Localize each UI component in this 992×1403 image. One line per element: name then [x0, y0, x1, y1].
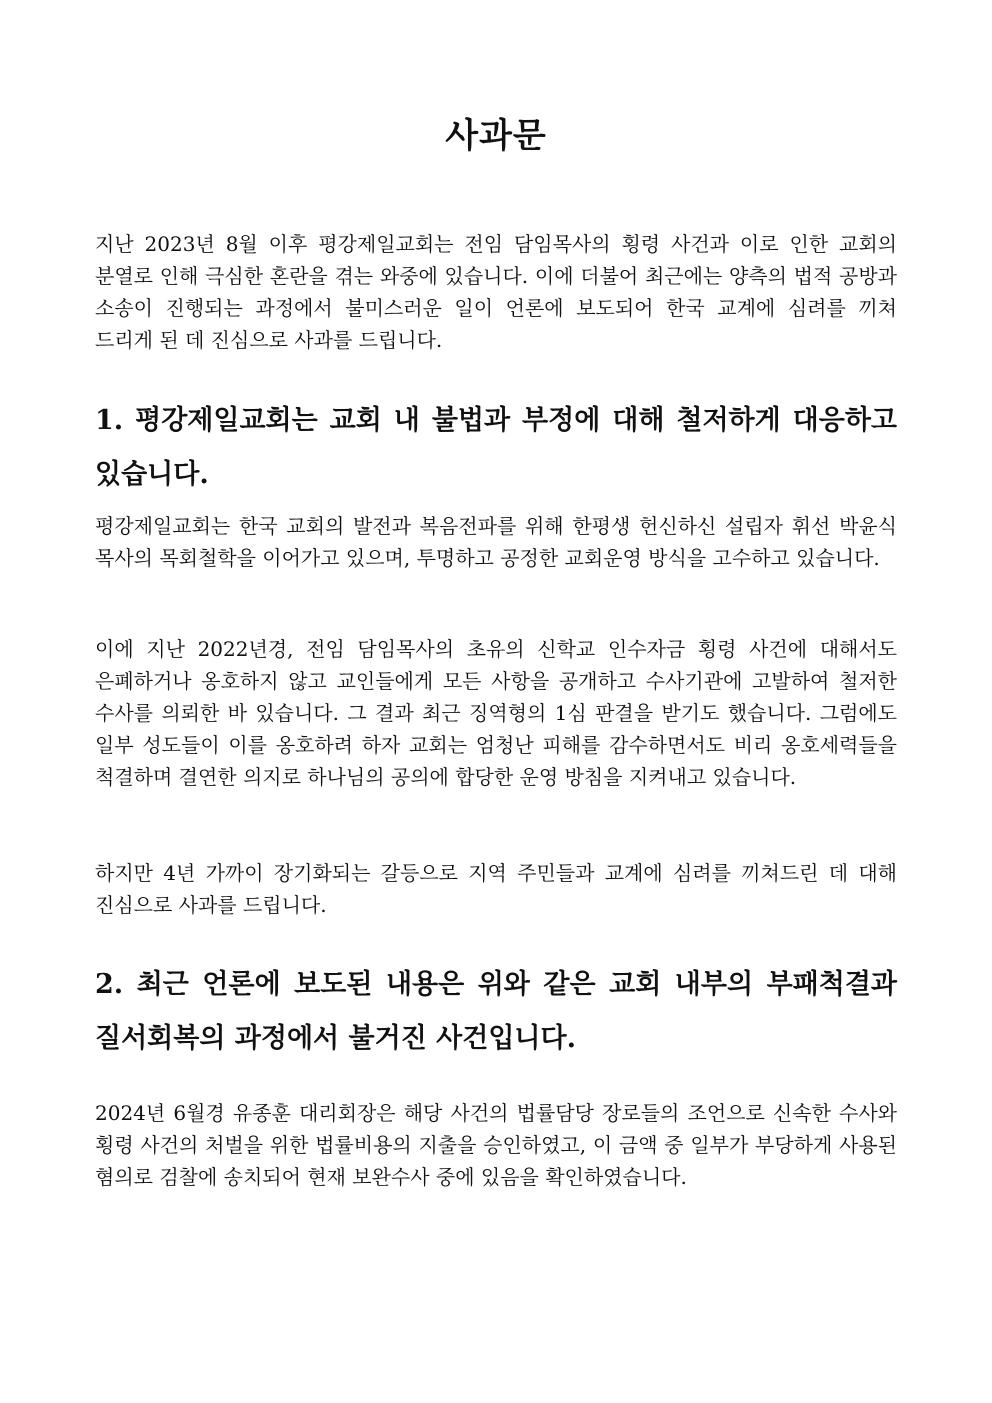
section-2-heading: 2. 최근 언론에 보도된 내용은 위와 같은 교회 내부의 부패척결과 질서회복의 과정에서 불거진 사건입니다.	[95, 969, 897, 1054]
section-1-paragraph: 하지만 4년 가까이 장기화되는 갈등으로 지역 주민들과 교계에 심려를 끼쳐드린 데 대해 진심으로 사과를 드립니다.	[95, 861, 897, 917]
section-1-heading: 1. 평강제일교회는 교회 내 불법과 부정에 대해 철저하게 대응하고 있습니다.	[95, 405, 897, 490]
section-2-paragraph: 2024년 6월경 유종훈 대리회장은 해당 사건의 법률담당 장로들의 조언으로 신속한 수사와 횡령 사건의 처벌을 위한 법률비용의 지출을 승인하였고, 이 금액 중 일부가 부당하게 사용된 혐의로 검찰에 송치되어 현재 보완수사 중에 있음을 확인하였습니다.	[95, 1101, 897, 1189]
section-1-paragraph: 이에 지난 2022년경, 전임 담임목사의 초유의 신학교 인수자금 횡령 사건에 대해서도 은폐하거나 옹호하지 않고 교인들에게 모든 사항을 공개하고 수사기관에 고발하여 철저한 수사를 의뢰한 바 있습니다. 그 결과 최근 징역형의 1심 판결을 받기도 했습니다. 그럼에도 일부 성도들이 이를 옹호하려 하자 교회는 엄청난 피해를 감수하면서도 비리 옹호세력들을 척결하며 결연한 의지로 하나님의 공의에 합당한 운영 방침을 지켜내고 있습니다.	[95, 637, 897, 789]
section-1-paragraph: 평강제일교회는 한국 교회의 발전과 복음전파를 위해 한평생 헌신하신 설립자 휘선 박윤식 목사의 목회철학을 이어가고 있으며, 투명하고 공정한 교회운영 방식을 고수하고 있습니다.	[95, 514, 897, 570]
document-title: 사과문	[445, 116, 547, 156]
intro-paragraph: 지난 2023년 8월 이후 평강제일교회는 전임 담임목사의 횡령 사건과 이로 인한 교회의 분열로 인해 극심한 혼란을 겪는 와중에 있습니다. 이에 더불어 최근에는 양측의 법적 공방과 소송이 진행되는 과정에서 불미스러운 일이 언론에 보도되어 한국 교계에 심려를 끼쳐 드리게 된 데 진심으로 사과를 드립니다.	[95, 232, 897, 352]
